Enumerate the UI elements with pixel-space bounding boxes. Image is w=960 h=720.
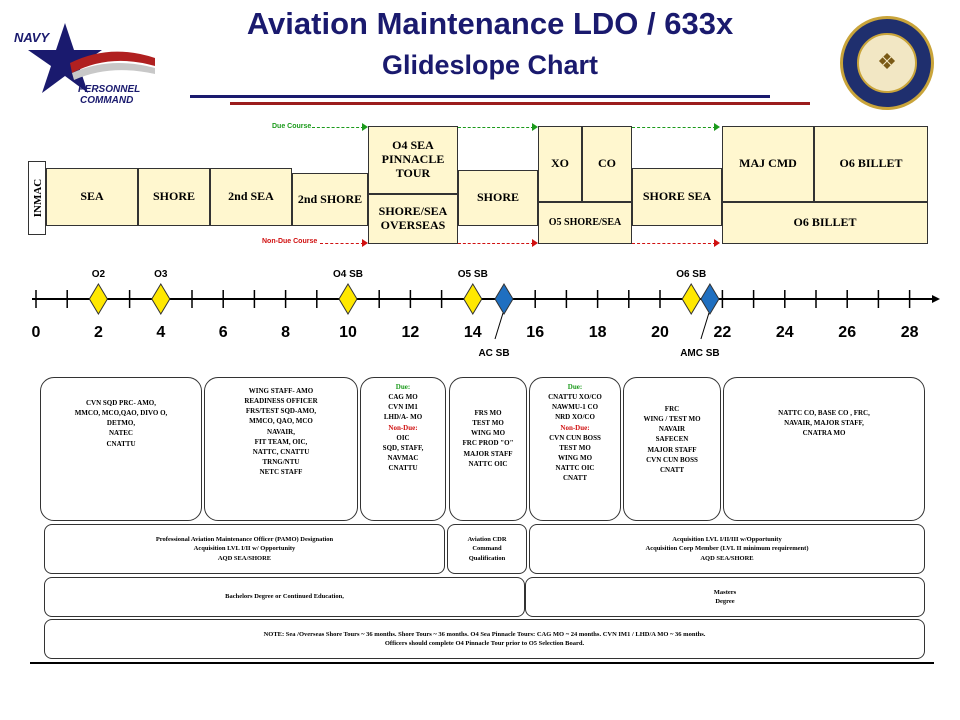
cdr-qual-line: Qualification: [468, 554, 506, 562]
due-billet: CAG MO: [388, 393, 418, 402]
timeline-tick-label: 16: [526, 324, 545, 341]
board-label: O2: [91, 269, 106, 280]
timeline-tick-label: 22: [713, 324, 732, 341]
billet-o3-o4-line: WING STAFF- AMO: [248, 387, 314, 395]
due-course-line-3: [632, 127, 716, 128]
timeline-arrow-icon: [932, 295, 940, 303]
note-line1: NOTE: Sea /Overseas Shore Tours ~ 36 months. Shore Tours ~ 36 months. O4 Sea Pinnacle Tours: CAG MO ~ 24 months. CVN IM1 / LHD/A MO ~ 36 months.: [263, 630, 706, 638]
timeline-tick-label: 8: [281, 324, 291, 341]
non-due-billet: OIC: [396, 433, 410, 442]
promotion-diamond-icon: [89, 284, 107, 314]
billet-o6-line: NAVAIR, MAJOR STAFF,: [784, 419, 864, 428]
screen-board-diamond-icon: [701, 284, 719, 314]
pamo-qual-line: Acquisition LVL I/II w/ Opportunity: [193, 545, 296, 553]
billet-o4-shore-line: FRC PROD "O": [462, 439, 514, 448]
screen-board-label: AMC SB: [680, 348, 720, 359]
footer-rule: [30, 662, 934, 664]
page-subtitle: Glideslope Chart: [381, 50, 599, 80]
inmac-box: [28, 161, 46, 235]
billet-o2-o3-line: NATEC: [109, 429, 133, 438]
o6-billet-box-top: O6 BILLET: [814, 126, 928, 202]
promotion-diamond-icon: [152, 284, 170, 314]
second-sea-box: 2nd SEA: [210, 168, 292, 226]
xo-box: XO: [538, 126, 582, 202]
bachelors-text: Bachelors Degree or Continued Education,: [225, 593, 344, 601]
billet-o4-shore-line: NATTC OIC: [468, 459, 508, 468]
non-due-billet: CNATTU: [388, 464, 418, 473]
timeline-marks: [89, 269, 719, 359]
pamo-qual-line: Professional Aviation Maintenance Officer (PAMO) Designation: [155, 535, 334, 543]
non-due-course-label: Non-Due Course: [262, 238, 318, 245]
non-due-course-line-3: [632, 243, 716, 244]
billets-o4-shore: [449, 377, 527, 521]
billet-o3-o4-line: NAVAIR,: [267, 427, 295, 436]
due-billet: NAWMU-1 CO: [551, 403, 599, 412]
billet-o6-line: CNATRA MO: [802, 429, 846, 438]
title-rule-red: [230, 102, 810, 105]
promotion-diamond-icon: [682, 284, 700, 314]
non-due-billet: CVN CUN BOSS: [549, 433, 601, 442]
screen-board-label: AC SB: [478, 348, 510, 359]
due-course-label: Due Course: [272, 123, 312, 130]
shore-tour-box-2: SHORE: [458, 170, 538, 226]
billets-o2-o3: [40, 377, 202, 521]
board-label: O6 SB: [676, 269, 707, 280]
billet-o3-o4-line: MMCO, QAO, MCO: [249, 417, 313, 426]
timeline-tick-label: 6: [218, 324, 228, 341]
board-label: O4 SB: [332, 269, 364, 280]
billet-o3-o4-line: NATTC, CNATTU: [252, 447, 310, 456]
board-label: O3: [154, 269, 168, 280]
non-due-course-arrow-3: [714, 239, 720, 247]
title-rule-navy: [190, 95, 770, 98]
billets-o5-shore-sea: [623, 377, 721, 521]
inmac-label: INMAC: [32, 178, 44, 218]
cdr-qual-line: Command: [472, 545, 502, 553]
timeline-tick-label: 0: [31, 324, 41, 341]
timeline-tick-label: 10: [339, 324, 357, 341]
due-billet: LHD/A- MO: [383, 413, 423, 422]
billet-o5-shore-sea-line: MAJOR STAFF: [647, 445, 697, 454]
cdr-qual-line: Aviation CDR: [467, 535, 507, 543]
timeline-tick-label: 28: [900, 324, 919, 341]
non-due-billet: NATTC OIC: [555, 464, 595, 473]
acquisition-qualification-box: [529, 524, 925, 574]
due-course-arrow-3: [714, 123, 720, 131]
non-due-course-line-1: [320, 243, 364, 244]
tour-length-note-box: [44, 619, 925, 659]
sea-tour-box: SEA: [46, 168, 138, 226]
billet-o3-o4-line: FIT TEAM, OIC,: [254, 437, 308, 446]
timeline-tick-label: 24: [775, 324, 794, 341]
due-heading: Due:: [567, 383, 583, 391]
pamo-qual-line: AQD SEA/SHORE: [217, 554, 272, 562]
acq-qual-line: Acquisition LVL I/II/III w/Opportunity: [672, 535, 782, 543]
masters-degree-box: [525, 577, 925, 617]
due-billet: CVN IM1: [388, 403, 418, 412]
career-timeline: [0, 255, 960, 365]
page-title: Aviation Maintenance LDO / 633x: [246, 6, 734, 41]
billet-o3-o4-line: NETC STAFF: [259, 468, 303, 477]
non-due-heading: Non-Due:: [388, 423, 418, 432]
maj-cmd-box: MAJ CMD: [722, 126, 814, 202]
billet-o4-shore-line: TEST MO: [472, 419, 504, 428]
pamo-qualification-box: [44, 524, 445, 574]
non-due-heading: Non-Due:: [560, 423, 590, 432]
screen-board-pointer: [495, 313, 503, 339]
promotion-diamond-icon: [339, 284, 357, 314]
board-label: O5 SB: [457, 269, 488, 280]
billet-o6-line: NATTC CO, BASE CO , FRC,: [778, 409, 870, 417]
billet-o3-o4-line: READINESS OFFICER: [244, 397, 318, 406]
non-due-billet: WING MO: [557, 453, 593, 462]
timeline-tick-label: 20: [651, 324, 669, 341]
billet-o4-shore-line: MAJOR STAFF: [463, 449, 513, 458]
billet-o5-shore-sea-line: CVN CUN BOSS: [646, 455, 698, 464]
timeline-tick-label: 18: [588, 324, 607, 341]
billets-o5: [529, 377, 621, 521]
masters-text-line2: Degree: [715, 598, 735, 605]
non-due-billet: NAVMAC: [387, 453, 419, 462]
non-due-course-line-2: [458, 243, 534, 244]
timeline-tick-label: 26: [838, 324, 857, 341]
billets-o6: [723, 377, 925, 521]
billets-o4-pinnacle: [360, 377, 446, 521]
billet-o4-shore-line: WING MO: [470, 429, 506, 438]
due-billet: NRD XO/CO: [555, 413, 595, 422]
billet-o2-o3-line: MMCO, MCO,QAO, DIVO O,: [74, 409, 168, 418]
acq-qual-line: Acquisition Corp Member (LVL II minimum requirement): [645, 545, 809, 553]
second-shore-box: 2nd SHORE: [292, 173, 368, 226]
non-due-billet: CNATT: [563, 474, 587, 483]
o6-billet-box-bottom: O6 BILLET: [722, 202, 928, 244]
logo-text-personnel: PERSONNEL: [78, 84, 141, 95]
timeline-tick-label: 12: [401, 324, 420, 341]
co-box: CO: [582, 126, 632, 202]
billet-o5-shore-sea-line: FRC: [664, 405, 680, 413]
logo-text-navy: NAVY: [14, 30, 50, 45]
screen-board-pointer: [701, 313, 709, 339]
seal-center: [857, 33, 917, 93]
navy-personnel-command-logo: [10, 18, 160, 108]
billet-o4-shore-line: FRS MO: [474, 409, 502, 417]
eagle-icon: ❖: [877, 49, 897, 74]
screen-board-diamond-icon: [495, 284, 513, 314]
billet-o5-shore-sea-line: CNATT: [660, 465, 684, 474]
billet-o3-o4-line: FRS/TEST SQD-AMO,: [245, 407, 317, 416]
promotion-diamond-icon: [464, 284, 482, 314]
due-course-line-1: [312, 127, 364, 128]
billet-o5-shore-sea-line: NAVAIR: [658, 425, 686, 434]
non-due-billet: SQD, STAFF,: [382, 443, 424, 452]
masters-text-line1: Masters: [713, 588, 737, 596]
shore-sea-overseas-box: SHORE/SEA OVERSEAS: [368, 194, 458, 244]
shore-tour-box: SHORE: [138, 168, 210, 226]
non-due-billet: TEST MO: [559, 443, 591, 452]
timeline-tick-label: 14: [463, 324, 482, 341]
billet-o3-o4-line: TRNG/NTU: [262, 457, 300, 466]
acq-qual-line: AQD SEA/SHORE: [700, 554, 754, 562]
shore-sea-box: SHORE SEA: [632, 168, 722, 226]
billet-o2-o3-line: CNATTU: [106, 439, 136, 448]
due-billet: CNATTU XO/CO: [548, 393, 602, 402]
aviation-cdr-qualification-box: [447, 524, 527, 574]
o4-sea-pinnacle-box: O4 SEA PINNACLE TOUR: [368, 126, 458, 194]
due-course-line-2: [458, 127, 534, 128]
timeline-tick-label: 2: [93, 324, 103, 341]
timeline-tick-label: 4: [156, 324, 166, 341]
bachelors-degree-box: [44, 577, 525, 617]
billet-o2-o3-line: DETMO,: [106, 419, 136, 428]
billets-o3-o4: [204, 377, 358, 521]
due-heading: Due:: [395, 383, 411, 391]
logo-text-command: COMMAND: [80, 95, 134, 106]
note-line2: Officers should complete O4 Pinnacle Tour prior to O5 Selection Board.: [384, 640, 585, 647]
navy-seal: [840, 16, 934, 110]
o5-shore-sea-box: O5 SHORE/SEA: [538, 202, 632, 244]
billet-o5-shore-sea-line: SAFECEN: [655, 435, 689, 444]
billet-o5-shore-sea-line: WING / TEST MO: [643, 415, 701, 424]
billet-o2-o3-line: CVN SQD PRC- AMO,: [86, 399, 156, 407]
